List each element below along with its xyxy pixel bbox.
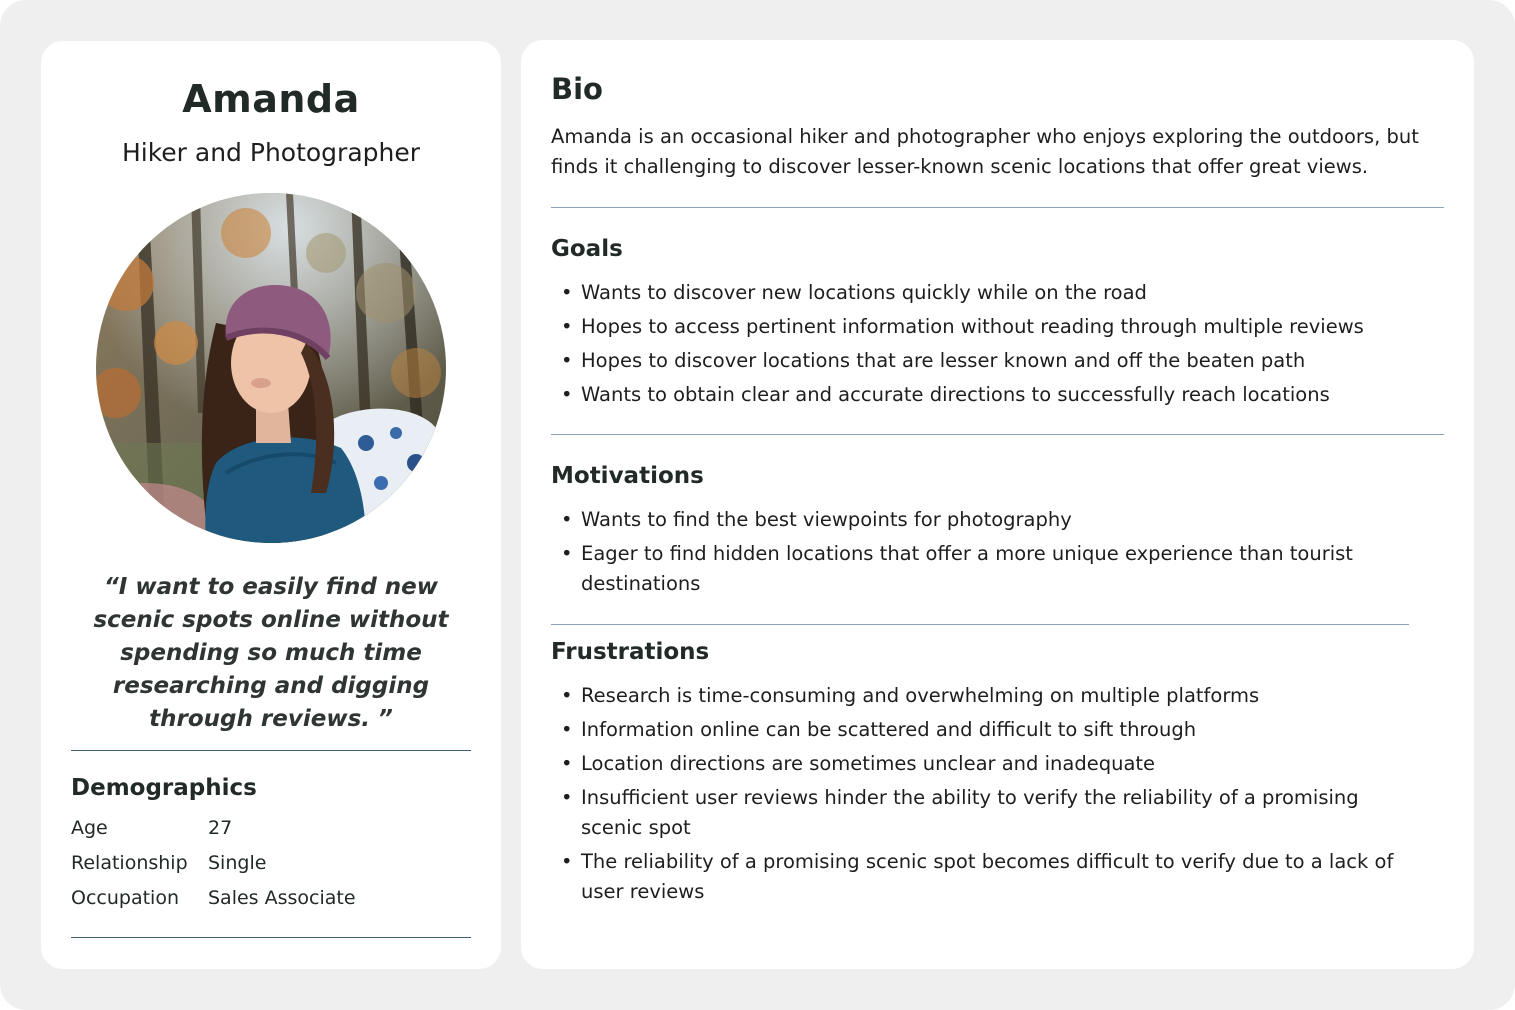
list-item [551, 847, 1421, 907]
motivations-list [551, 505, 1421, 603]
list-item-text: Location directions are sometimes unclear and inadequate [581, 752, 1156, 775]
goals-heading: Goals [551, 236, 623, 262]
list-item-text: Wants to find the best viewpoints for photography [581, 508, 1072, 531]
demographics-heading: Demographics [71, 775, 257, 801]
frustrations-heading: Frustrations [551, 639, 710, 665]
motivations-heading: Motivations [551, 463, 704, 489]
divider [551, 624, 1409, 625]
list-item [551, 346, 1421, 376]
divider [551, 434, 1444, 435]
list-item [551, 715, 1421, 745]
avatar-photo [96, 193, 446, 543]
list-item [551, 312, 1421, 342]
bullet-icon: • [561, 508, 573, 531]
list-item [551, 505, 1421, 535]
demographics-row [71, 887, 356, 922]
list-item-text: Hopes to access pertinent information without reading through multiple reviews [581, 315, 1364, 338]
divider [551, 207, 1444, 208]
frustrations-list [551, 681, 1421, 911]
persona-role: Hiker and Photographer [121, 138, 421, 167]
demographics-label: Occupation [71, 887, 179, 909]
divider [71, 937, 471, 938]
persona-quote: “I want to easily find new scenic spots online without spending so much time researching and digging through reviews. ” [93, 574, 449, 732]
demographics-label: Relationship [71, 852, 188, 874]
bullet-icon: • [561, 752, 573, 775]
list-item-text: Eager to find hidden locations that offer a more unique experience than tourist destinations [581, 542, 1353, 595]
demographics-value: Single [208, 852, 267, 874]
details-card [521, 40, 1474, 969]
demographics-row [71, 817, 356, 852]
list-item-text: Research is time-consuming and overwhelming on multiple platforms [581, 684, 1260, 707]
demographics-table [71, 817, 356, 922]
bullet-icon: • [561, 786, 573, 809]
divider [71, 750, 471, 751]
bullet-icon: • [561, 281, 573, 304]
list-item [551, 380, 1421, 410]
demographics-value: Sales Associate [208, 887, 356, 909]
demographics-row [71, 852, 356, 887]
list-item [551, 539, 1421, 599]
list-item [551, 278, 1421, 308]
avatar [96, 193, 446, 543]
list-item-text: Insufficient user reviews hinder the ability to verify the reliability of a promising scenic spot [581, 786, 1359, 839]
bullet-icon: • [561, 349, 573, 372]
list-item [551, 783, 1421, 843]
list-item-text: The reliability of a promising scenic spot becomes difficult to verify due to a lack of user reviews [581, 850, 1394, 903]
list-item-text: Hopes to discover locations that are lesser known and off the beaten path [581, 349, 1306, 372]
profile-card [41, 41, 501, 969]
persona-name: Amanda [182, 77, 360, 121]
list-item [551, 681, 1421, 711]
bio-heading: Bio [551, 72, 603, 106]
bullet-icon: • [561, 315, 573, 338]
bullet-icon: • [561, 383, 573, 406]
list-item-text: Wants to obtain clear and accurate directions to successfully reach locations [581, 383, 1330, 406]
list-item-text: Information online can be scattered and difficult to sift through [581, 718, 1197, 741]
bullet-icon: • [561, 684, 573, 707]
list-item-text: Wants to discover new locations quickly while on the road [581, 281, 1147, 304]
bullet-icon: • [561, 542, 573, 565]
demographics-label: Age [71, 817, 108, 839]
goals-list [551, 278, 1421, 414]
bio-text: Amanda is an occasional hiker and photographer who enjoys exploring the outdoors, but finds it challenging to discover lesser-known scenic locations that offer great views. [551, 125, 1419, 178]
bullet-icon: • [561, 850, 573, 873]
bullet-icon: • [561, 718, 573, 741]
demographics-value: 27 [208, 817, 233, 839]
list-item [551, 749, 1421, 779]
